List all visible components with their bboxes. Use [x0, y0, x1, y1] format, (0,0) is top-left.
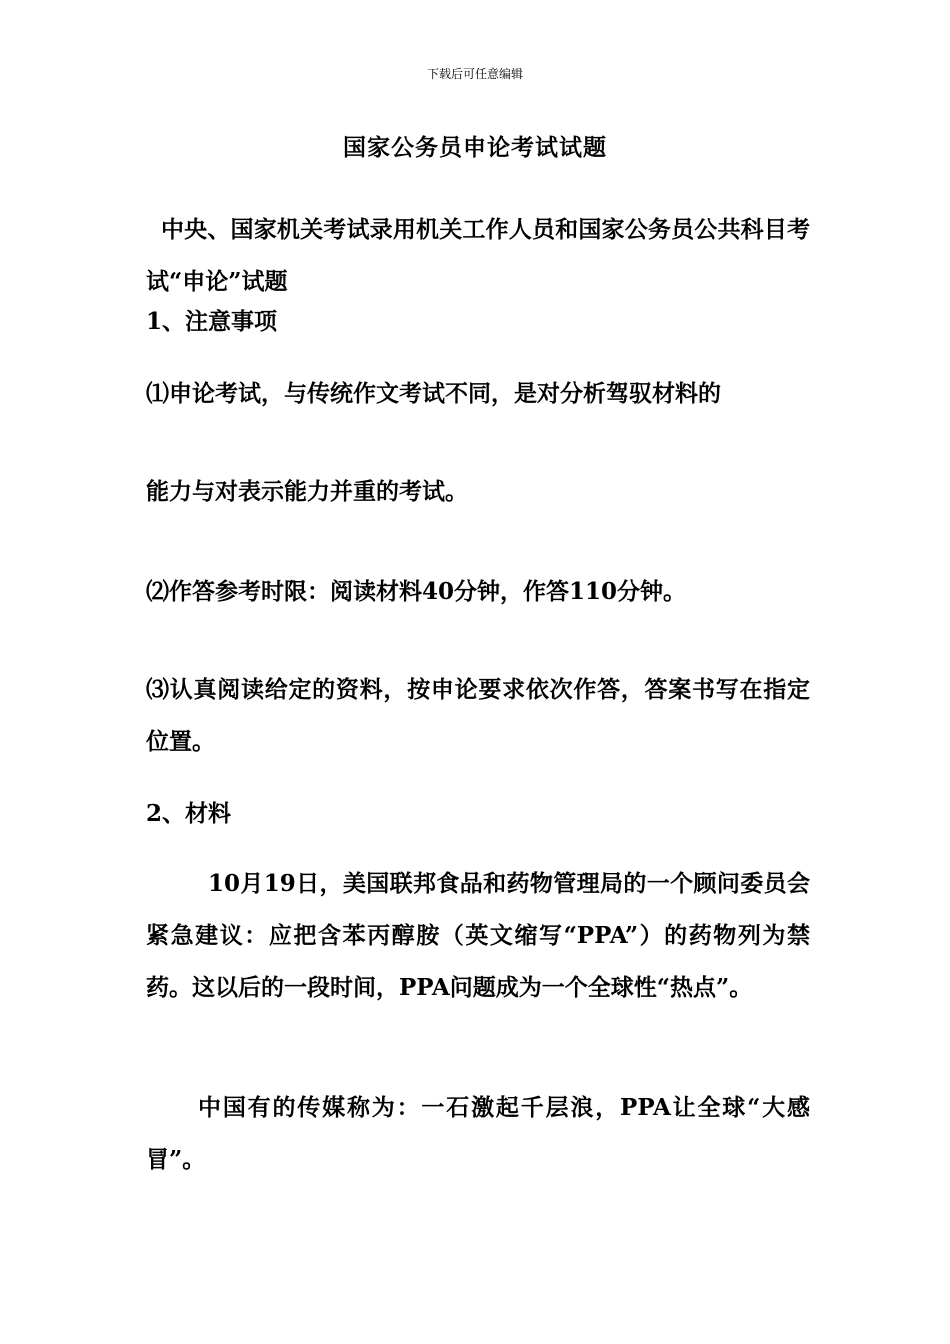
instruction-item-1-line-1: ⑴申论考试，与传统作文考试不同，是对分析驾驭材料的: [146, 380, 721, 407]
subtitle-paragraph: 中央、国家机关考试录用机关工作人员和国家公务员公共科目考试“申论”试题: [146, 216, 810, 295]
material-paragraph-2: 中国有的传媒称为：一石激起千层浪，PPA让全球“大感冒”。: [146, 1094, 810, 1173]
instruction-item-3: ⑶认真阅读给定的资料，按申论要求依次作答，答案书写在指定位置。: [146, 676, 810, 755]
instruction-item-2: ⑵作答参考时限：阅读材料40分钟，作答110分钟。: [146, 578, 687, 605]
document-title: 国家公务员申论考试试题: [343, 134, 607, 161]
section-heading-notes: 1、注意事项: [146, 308, 278, 335]
instruction-item-1-line-2: 能力与对表示能力并重的考试。: [146, 478, 468, 505]
header-note: 下载后可任意编辑: [426, 67, 523, 81]
material-paragraph-1: 10月19日，美国联邦食品和药物管理局的一个顾问委员会紧急建议：应把含苯丙醇胺（英文缩写“PPA”）的药物列为禁药。这以后的一段时间，PPA问题成为一个全球性“热点”。: [146, 870, 810, 1001]
section-heading-materials: 2、材料: [146, 800, 232, 827]
